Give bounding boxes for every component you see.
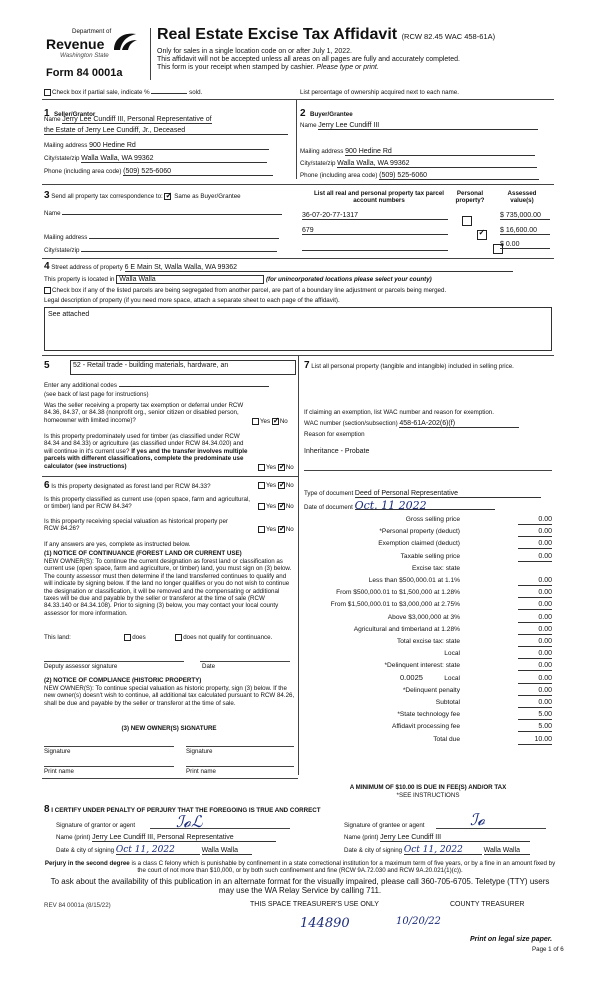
does-qualify-checkbox[interactable] bbox=[124, 634, 131, 641]
grantor-signature-scrawl: ℐ𝓸ℒ bbox=[176, 812, 203, 831]
county-treasurer-label: COUNTY TREASURER bbox=[450, 901, 525, 908]
calc-value[interactable]: 0.00 bbox=[518, 687, 552, 696]
calc-value[interactable]: 0.00 bbox=[518, 589, 552, 598]
partial-sale-row: Check box if partial sale, indicate % sold. bbox=[44, 89, 304, 97]
new-owner-signature-1[interactable]: Signature bbox=[44, 748, 71, 755]
correspondence-heading: 3 Send all property tax correspondence to: ✓ Same as Buyer/Grantee bbox=[44, 192, 294, 200]
calc-value[interactable]: 0.00 bbox=[518, 577, 552, 586]
calc-label: Taxable selling price bbox=[400, 552, 460, 560]
parcels-col-parcel: List all real and personal property tax parcel account numbers bbox=[314, 190, 444, 205]
parcels-col-personal: Personal property? bbox=[455, 190, 485, 205]
answers-instruction: If any answers are yes, complete as instructed below. bbox=[44, 541, 191, 548]
seller-heading: 1 Seller/Grantor bbox=[44, 108, 96, 119]
agency-name: Revenue bbox=[46, 36, 105, 52]
notice-compliance-heading: (2) NOTICE OF COMPLIANCE (HISTORIC PROPERTY) bbox=[44, 677, 202, 684]
correspondence-name-field[interactable]: Name bbox=[44, 210, 290, 217]
current-use-no-checkbox[interactable] bbox=[278, 503, 285, 510]
calc-value[interactable]: 0.00 bbox=[518, 601, 552, 610]
calc-label: Gross selling price bbox=[405, 516, 460, 523]
timber-yes-no: Yes ✓ No bbox=[258, 464, 294, 472]
calc-label: Exemption claimed (deduct) bbox=[378, 540, 460, 548]
exemption-question: Was the seller receiving a property tax exemption or deferral under RCW 84.36, 84.37, or 84.38 (nonprofit org., senior citizen or disabled person, homeowner with limited income)? bbox=[44, 402, 244, 424]
deputy-date-label: Date bbox=[202, 663, 216, 670]
header-line-1: Only for sales in a single location code on or after July 1, 2022. bbox=[157, 48, 352, 55]
treasurer-stamp-date: 10/20/22 bbox=[396, 916, 441, 927]
use-code-select[interactable]: 52 - Retail trade - building materials, hardware, an bbox=[70, 360, 296, 375]
correspondence-mailing-field[interactable]: Mailing address bbox=[44, 234, 290, 241]
calc-label: Local bbox=[444, 650, 460, 658]
grantee-signature-label: Signature of grantee or agent bbox=[344, 822, 425, 829]
new-owner-signature-2[interactable]: Signature bbox=[186, 748, 213, 755]
certify-heading: 8 I CERTIFY UNDER PENALTY OF PERJURY THAT THE FOREGOING IS TRUE AND CORRECT bbox=[44, 804, 321, 815]
ownership-note: List percentage of ownership acquired next to each name. bbox=[300, 89, 459, 96]
forest-no-checkbox[interactable] bbox=[278, 482, 285, 489]
local-rate: 0.0025 bbox=[400, 673, 423, 682]
revenue-logo-icon bbox=[110, 30, 140, 54]
historic-yes-checkbox[interactable] bbox=[258, 526, 265, 533]
state-label: Washington State bbox=[60, 52, 109, 59]
calc-label: *State technology fee bbox=[397, 711, 460, 719]
located-in-row: This property is located in Walla Walla (for unincorporated locations please select your county) bbox=[44, 276, 432, 283]
document-date-field[interactable]: Date of document Oct. 11 2022 bbox=[304, 502, 554, 511]
new-owner-signature-heading: (3) NEW OWNER(S) SIGNATURE bbox=[121, 725, 217, 732]
deputy-signature-label: Deputy assessor signature bbox=[44, 663, 118, 670]
legal-size-note: Print on legal size paper. bbox=[470, 936, 553, 943]
buyer-city-field[interactable]: City/state/zip Walla Walla, WA 99362 bbox=[300, 160, 554, 168]
header-line-3: This form is your receipt when stamped by cashier. Please type or print. bbox=[157, 64, 379, 71]
legal-description-field[interactable]: See attached bbox=[44, 307, 552, 351]
wac-number-field[interactable]: WAC number (section/subsection) 458-61A-202(6)(f) bbox=[304, 420, 554, 428]
form-title: Real Estate Excise Tax Affidavit bbox=[157, 26, 398, 43]
page-number: Page 1 of 6 bbox=[532, 946, 564, 953]
calc-label: Less than $500,000.01 at 1.1% bbox=[368, 577, 460, 584]
calc-value[interactable]: 5.00 bbox=[518, 723, 552, 732]
forest-land-question: 6 Is this property designated as forest land per RCW 84.33? bbox=[44, 480, 211, 491]
seller-city-field[interactable]: City/state/zip Walla Walla, WA 99362 bbox=[44, 155, 290, 163]
personal-property-label: 7 List all personal property (tangible and intangible) included in selling price. bbox=[304, 360, 514, 371]
parcel-number-3[interactable] bbox=[302, 242, 448, 251]
location-select[interactable]: Walla Walla bbox=[116, 275, 264, 284]
personal-property-checkbox-1[interactable] bbox=[462, 216, 472, 226]
department-label: Department of bbox=[72, 28, 112, 35]
correspondence-city-field[interactable]: City/state/zip bbox=[44, 247, 290, 254]
same-as-buyer-checkbox[interactable] bbox=[164, 193, 171, 200]
historic-yes-no: Yes ✓ No bbox=[258, 526, 294, 534]
calc-label: Agricultural and timberland at 1.28% bbox=[353, 625, 460, 633]
calc-label: *Delinquent interest: state bbox=[384, 662, 460, 670]
seller-mailing-field[interactable]: Mailing address 900 Hedine Rd bbox=[44, 142, 290, 150]
does-not-qualify-checkbox[interactable] bbox=[175, 634, 182, 641]
calc-value[interactable]: 0.00 bbox=[518, 516, 552, 525]
grantee-date-city-field[interactable]: Date & city of signing Oct 11, 2022 Walla Walla bbox=[344, 847, 554, 855]
calc-label: Affidavit processing fee bbox=[391, 723, 460, 731]
historic-question: Is this property receiving special valuation as historical property per RCW 84.26? bbox=[44, 518, 228, 533]
calc-value[interactable]: 0.00 bbox=[518, 675, 552, 684]
parcels-col-assessed: Assessed value(s) bbox=[507, 190, 537, 205]
calc-value[interactable]: 5.00 bbox=[518, 711, 552, 720]
street-address-field[interactable]: 6 E Main St, Walla Walla, WA 99362 bbox=[125, 264, 513, 272]
notice-continuance-heading: (1) NOTICE OF CONTINUANCE (FOREST LAND OR CURRENT USE) bbox=[44, 550, 242, 557]
section-5-num: 5 bbox=[44, 360, 50, 371]
header-line-2: This affidavit will not be accepted unless all areas on all pages are fully and accurately completed. bbox=[157, 56, 460, 63]
reason-exemption-label: Reason for exemption bbox=[304, 431, 365, 438]
calc-label: From $500,000.01 to $1,500,000 at 1.28% bbox=[336, 589, 460, 597]
calc-label: *Personal property (deduct) bbox=[379, 528, 460, 536]
alternate-format-notice: To ask about the availability of this publication in an alternate format for the visually impaired, please call 360-705-6705. Teletype (TTY) users may use the WA Relay Service by calling 711. bbox=[50, 877, 550, 895]
exemption-claim-label: If claiming an exemption, list WAC number and reason for exemption. bbox=[304, 409, 494, 416]
exemption-yes-checkbox[interactable] bbox=[252, 418, 259, 425]
exemption-no-checkbox[interactable] bbox=[272, 418, 279, 425]
segregated-checkbox[interactable] bbox=[44, 287, 51, 294]
form-number: Form 84 0001a bbox=[46, 67, 123, 79]
current-use-yes-no: Yes ✓ No bbox=[258, 503, 294, 511]
timber-no-checkbox[interactable] bbox=[278, 464, 285, 471]
grantor-date-city-field[interactable]: Date & city of signing Oct 11, 2022 Walla Walla bbox=[56, 847, 296, 855]
minimum-due-note: A MINIMUM OF $10.00 IS DUE IN FEE(S) AND/OR TAX bbox=[349, 784, 507, 791]
calc-label: *Delinquent penalty bbox=[402, 686, 460, 694]
calc-value[interactable]: 0.00 bbox=[518, 638, 552, 647]
calc-label: Above $3,000,000 at 3% bbox=[387, 613, 460, 621]
assessed-value-1[interactable]: $ 735,000.00 bbox=[500, 212, 550, 220]
timber-yes-checkbox[interactable] bbox=[258, 464, 265, 471]
seller-phone-field[interactable]: Phone (including area code) (509) 525-6060 bbox=[44, 168, 290, 176]
personal-property-checkbox-2[interactable] bbox=[477, 230, 487, 240]
calc-value[interactable]: 0.00 bbox=[518, 528, 552, 537]
forest-yes-no: Yes ✓ No bbox=[258, 482, 294, 490]
calc-label: Subtotal bbox=[435, 699, 460, 706]
treasurer-use-label: THIS SPACE TREASURER'S USE ONLY bbox=[250, 901, 379, 908]
street-address-row: 4 Street address of property 6 E Main St, Walla Walla, WA 99362 bbox=[44, 263, 554, 272]
agency-logo bbox=[42, 28, 150, 86]
notice-compliance-body: NEW OWNER(S): To continue special valuation as historic property, sign (3) below. If the new owner(s) doesn't wish to continue, all additional tax calculated pursuant to RCW 84.26, shall be due and payable by the seller or transferor at the time of sale. bbox=[44, 685, 295, 707]
calc-label: Total excise tax: state bbox=[396, 638, 460, 645]
parcel-number-2[interactable]: 679 bbox=[302, 227, 448, 235]
calc-value[interactable]: 0.00 bbox=[518, 699, 552, 708]
document-type-field[interactable]: Type of document Deed of Personal Representative bbox=[304, 490, 554, 498]
buyer-name-field[interactable]: Name Jerry Lee Cundiff III bbox=[300, 122, 554, 130]
see-instructions-note: *SEE INSTRUCTIONS bbox=[396, 792, 460, 799]
calc-value[interactable]: 0.00 bbox=[518, 650, 552, 659]
calc-value[interactable]: 0.00 bbox=[518, 540, 552, 549]
calc-label: Excise tax: state bbox=[411, 564, 460, 572]
buyer-heading: 2 Buyer/Grantee bbox=[300, 108, 353, 119]
new-owner-print-name-2[interactable]: Print name bbox=[186, 768, 216, 775]
see-back-note: (see back of last page for instructions) bbox=[44, 391, 149, 398]
current-use-question: Is this property classified as current use (open space, farm and agricultural, or timber) land per RCW 84.34? bbox=[44, 496, 251, 511]
calc-label: Total due bbox=[433, 735, 460, 743]
new-owner-print-name-1[interactable]: Print name bbox=[44, 768, 74, 775]
calc-value[interactable]: 0.00 bbox=[518, 614, 552, 623]
assessed-value-2[interactable]: $ 16,600.00 bbox=[500, 227, 550, 235]
buyer-phone-field[interactable]: Phone (including area code) (509) 525-6060 bbox=[300, 172, 554, 180]
buyer-mailing-field[interactable]: Mailing address 900 Hedine Rd bbox=[300, 148, 554, 156]
historic-no-checkbox[interactable] bbox=[278, 526, 285, 533]
calc-value[interactable]: 0.00 bbox=[518, 553, 552, 562]
legal-description-label: Legal description of property (if you need more space, attach a separate sheet to each page of the affidavit). bbox=[44, 297, 340, 304]
notice-continuance-body: NEW OWNER(S): To continue the current designation as forest land or classification as current use (open space, farm and agriculture, or timber) land, you must sign on (3) below. The county assessor must then determine if the land transferred continues to qualify and will indicate by signing below. If the land no longer qualifies or you do not wish to continue the designation or classification, it will be removed and the compensating or additional taxes will be due and payable by the seller or transferor at the time of sale (RCW 84.33.140 or 84.34.108). Prior to signing (3) below, you may contact your local county assessor for more information. bbox=[44, 558, 292, 617]
revision-label: REV 84 0001a (8/15/22) bbox=[44, 902, 111, 909]
timber-question: Is this property predominately used for timber (as classified under RCW 84.34 and 84.33) or agriculture (as classified under RCW 84.34.020) and will continue in it's current use? If yes and the transfer involves multiple parcels with different classifications, complete the predominate use calculator (see instructions) bbox=[44, 433, 248, 470]
perjury-notice: Perjury in the second degree is a class C felony which is punishable by confinement in a state correctional institution for a maximum term of five years, or by a fine in an amount fixed by the court of not more than $10,000, or by both such confinement and fine (RCW 9A.72.030 and RCW 9A.20.021(1)(c)). bbox=[44, 860, 556, 875]
exemption-yes-no: Yes ✓ No bbox=[252, 418, 288, 426]
parcel-number-1[interactable]: 36-07-20-77-1317 bbox=[302, 212, 448, 220]
segregated-row: Check box if any of the listed parcels are being segregated from another parcel, are part of a boundary line adjustment or parcels being merged. bbox=[44, 287, 556, 295]
assessed-value-3[interactable]: $ 0.00 bbox=[500, 241, 550, 249]
calc-value[interactable]: 0.00 bbox=[518, 626, 552, 635]
grantor-signature-label: Signature of grantor or agent bbox=[56, 822, 136, 829]
calc-label: Local bbox=[444, 674, 460, 682]
forest-yes-checkbox[interactable] bbox=[258, 482, 265, 489]
grantee-signature-scrawl: ℐ𝓸 bbox=[470, 810, 485, 829]
this-land-row: This land: does does not qualify for continuance. bbox=[44, 634, 273, 642]
calc-value[interactable]: 0.00 bbox=[518, 662, 552, 671]
calc-label: From $1,500,000.01 to $3,000,000 at 2.75% bbox=[330, 601, 460, 609]
calc-value[interactable]: 10.00 bbox=[518, 736, 552, 745]
grantee-name-field[interactable]: Name (print) Jerry Lee Cundiff III bbox=[344, 834, 544, 842]
grantor-name-field[interactable]: Name (print) Jerry Lee Cundiff III, Personal Representative bbox=[56, 834, 292, 842]
form-rcw: (RCW 82.45 WAC 458-61A) bbox=[401, 32, 496, 41]
seller-name-field[interactable]: Name Jerry Lee Cundiff III, Personal Representative of bbox=[44, 116, 212, 123]
seller-name-line-2[interactable]: the Estate of Jerry Lee Cundiff, Jr., Deceased bbox=[44, 127, 288, 135]
reason-exemption-value[interactable]: Inheritance - Probate bbox=[304, 448, 370, 455]
treasurer-stamp-number: 144890 bbox=[300, 916, 350, 931]
form-title-block bbox=[157, 26, 577, 72]
partial-sale-checkbox[interactable] bbox=[44, 89, 51, 96]
current-use-yes-checkbox[interactable] bbox=[258, 503, 265, 510]
additional-codes-field[interactable]: Enter any additional codes bbox=[44, 382, 294, 389]
